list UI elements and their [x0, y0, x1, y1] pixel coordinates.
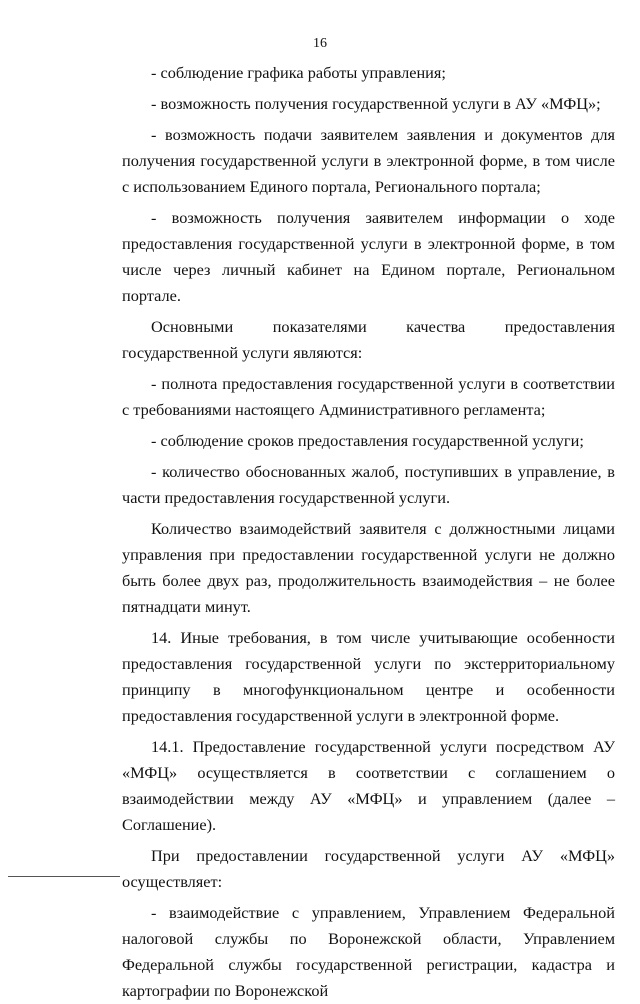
paragraph: Количество взаимодействий заявителя с должностными лицами управления при предоставлении государственной услуги не должно быть более двух раз, продолжительность взаимодействия – не более пятнадцати минут.: [122, 519, 615, 616]
paragraph: - взаимодействие с управлением, Управлением Федеральной налоговой службы по Воронежской области, Управлением Федеральной службы государственной регистрации, кадастра и картографии по Воронежской: [122, 903, 615, 1000]
footnote-separator: [8, 876, 120, 877]
document-body: [122, 60, 615, 1004]
paragraph: - соблюдение сроков предоставления государственной услуги;: [151, 431, 584, 450]
page-number: 16: [313, 36, 327, 51]
paragraph: Основными показателями качества предоставления государственной услуги являются:: [122, 317, 615, 362]
paragraph: При предоставлении государственной услуги АУ «МФЦ» осуществляет:: [122, 846, 615, 891]
paragraph: - полнота предоставления государственной услуги в соответствии с требованиями настоящего Административного регламента;: [122, 374, 615, 419]
section-heading-14: 14. Иные требования, в том числе учитывающие особенности предоставления государственной услуги по экстерриториальному принципу в многофункциональном центре и особенности предоставления государственной услуги в электронной форме.: [122, 628, 615, 725]
paragraph: - возможность получения заявителем информации о ходе предоставления государственной услуги в электронной форме, в том числе через личный кабинет на Едином портале, Региональном портале.: [122, 208, 615, 305]
paragraph: - соблюдение графика работы управления;: [151, 63, 446, 82]
paragraph: - возможность подачи заявителем заявления и документов для получения государственной услуги в электронной форме, в том числе с использованием Единого портала, Регионального портала;: [122, 125, 615, 196]
paragraph: 14.1. Предоставление государственной услуги посредством АУ «МФЦ» осуществляется в соответствии с соглашением о взаимодействии между АУ «МФЦ» и управлением (далее – Соглашение).: [122, 737, 615, 834]
paragraph: - возможность получения государственной услуги в АУ «МФЦ»;: [151, 94, 601, 113]
paragraph: - количество обоснованных жалоб, поступивших в управление, в части предоставления государственной услуги.: [122, 462, 615, 507]
